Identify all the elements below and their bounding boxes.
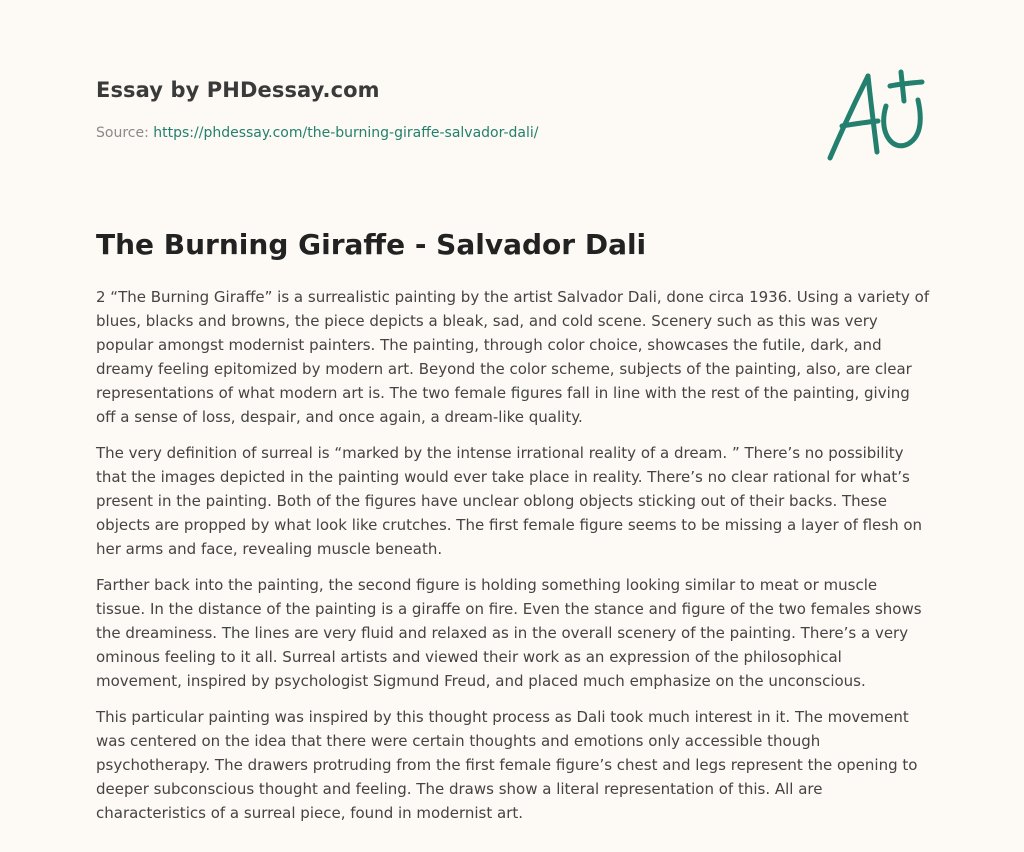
paragraph: The very definition of surreal is “marked by the intense irrational reality of a dream. ” There’s no possibility that the images depicted in the painting would ever take place in reality. There’s no clear rational for what’s present in the painting. Both of the figures have unclear oblong objects sticking out of their backs. These objects are propped by what look like crutches. The first female figure seems to be missing a layer of flesh on her arms and face, revealing muscle beneath.	[96, 444, 923, 558]
paragraph: 2 “The Burning Giraffe” is a surrealistic painting by the artist Salvador Dali, done circa 1936. Using a variety of blues, blacks and browns, the piece depicts a bleak, sad, and cold scene. Scenery such as this was very popular amongst modernist painters. The painting, through color choice, showcases the futile, dark, and dreamy feeling epitomized by modern art. Beyond the color scheme, subjects of the painting, also, are clear representations of what modern art is. The two female figures fall in line with the rest of the painting, giving off a sense of loss, despair, and once again, a dream-like quality.	[96, 288, 930, 426]
article-body	[96, 285, 930, 837]
source-link[interactable]: https://phdessay.com/the-burning-giraffe-salvador-dali/	[153, 125, 539, 141]
a-plus-logo-icon	[822, 66, 932, 166]
site-brand: Essay by PHDessay.com	[96, 78, 380, 102]
source-line	[96, 123, 538, 143]
paragraph: Farther back into the painting, the second figure is holding something looking similar to meat or muscle tissue. In the distance of the painting is a giraffe on fire. Even the stance and figure of the two females shows the dreaminess. The lines are very fluid and relaxed as in the overall scenery of the painting. There’s a very ominous feeling to it all. Surreal artists and viewed their work as an expression of the philosophical movement, inspired by psychologist Sigmund Freud, and placed much emphasize on the unconscious.	[96, 576, 922, 690]
paragraph: This particular painting was inspired by this thought process as Dali took much interest in it. The movement was centered on the idea that there were certain thoughts and emotions only accessible though psychotherapy. The drawers protruding from the first female figure’s chest and legs represent the opening to deeper subconscious thought and feeling. The draws show a literal representation of this. All are characteristics of a surreal piece, found in modernist art.	[96, 708, 918, 822]
source-label: Source:	[96, 125, 154, 141]
article-title: The Burning Giraffe - Salvador Dali	[96, 228, 647, 261]
